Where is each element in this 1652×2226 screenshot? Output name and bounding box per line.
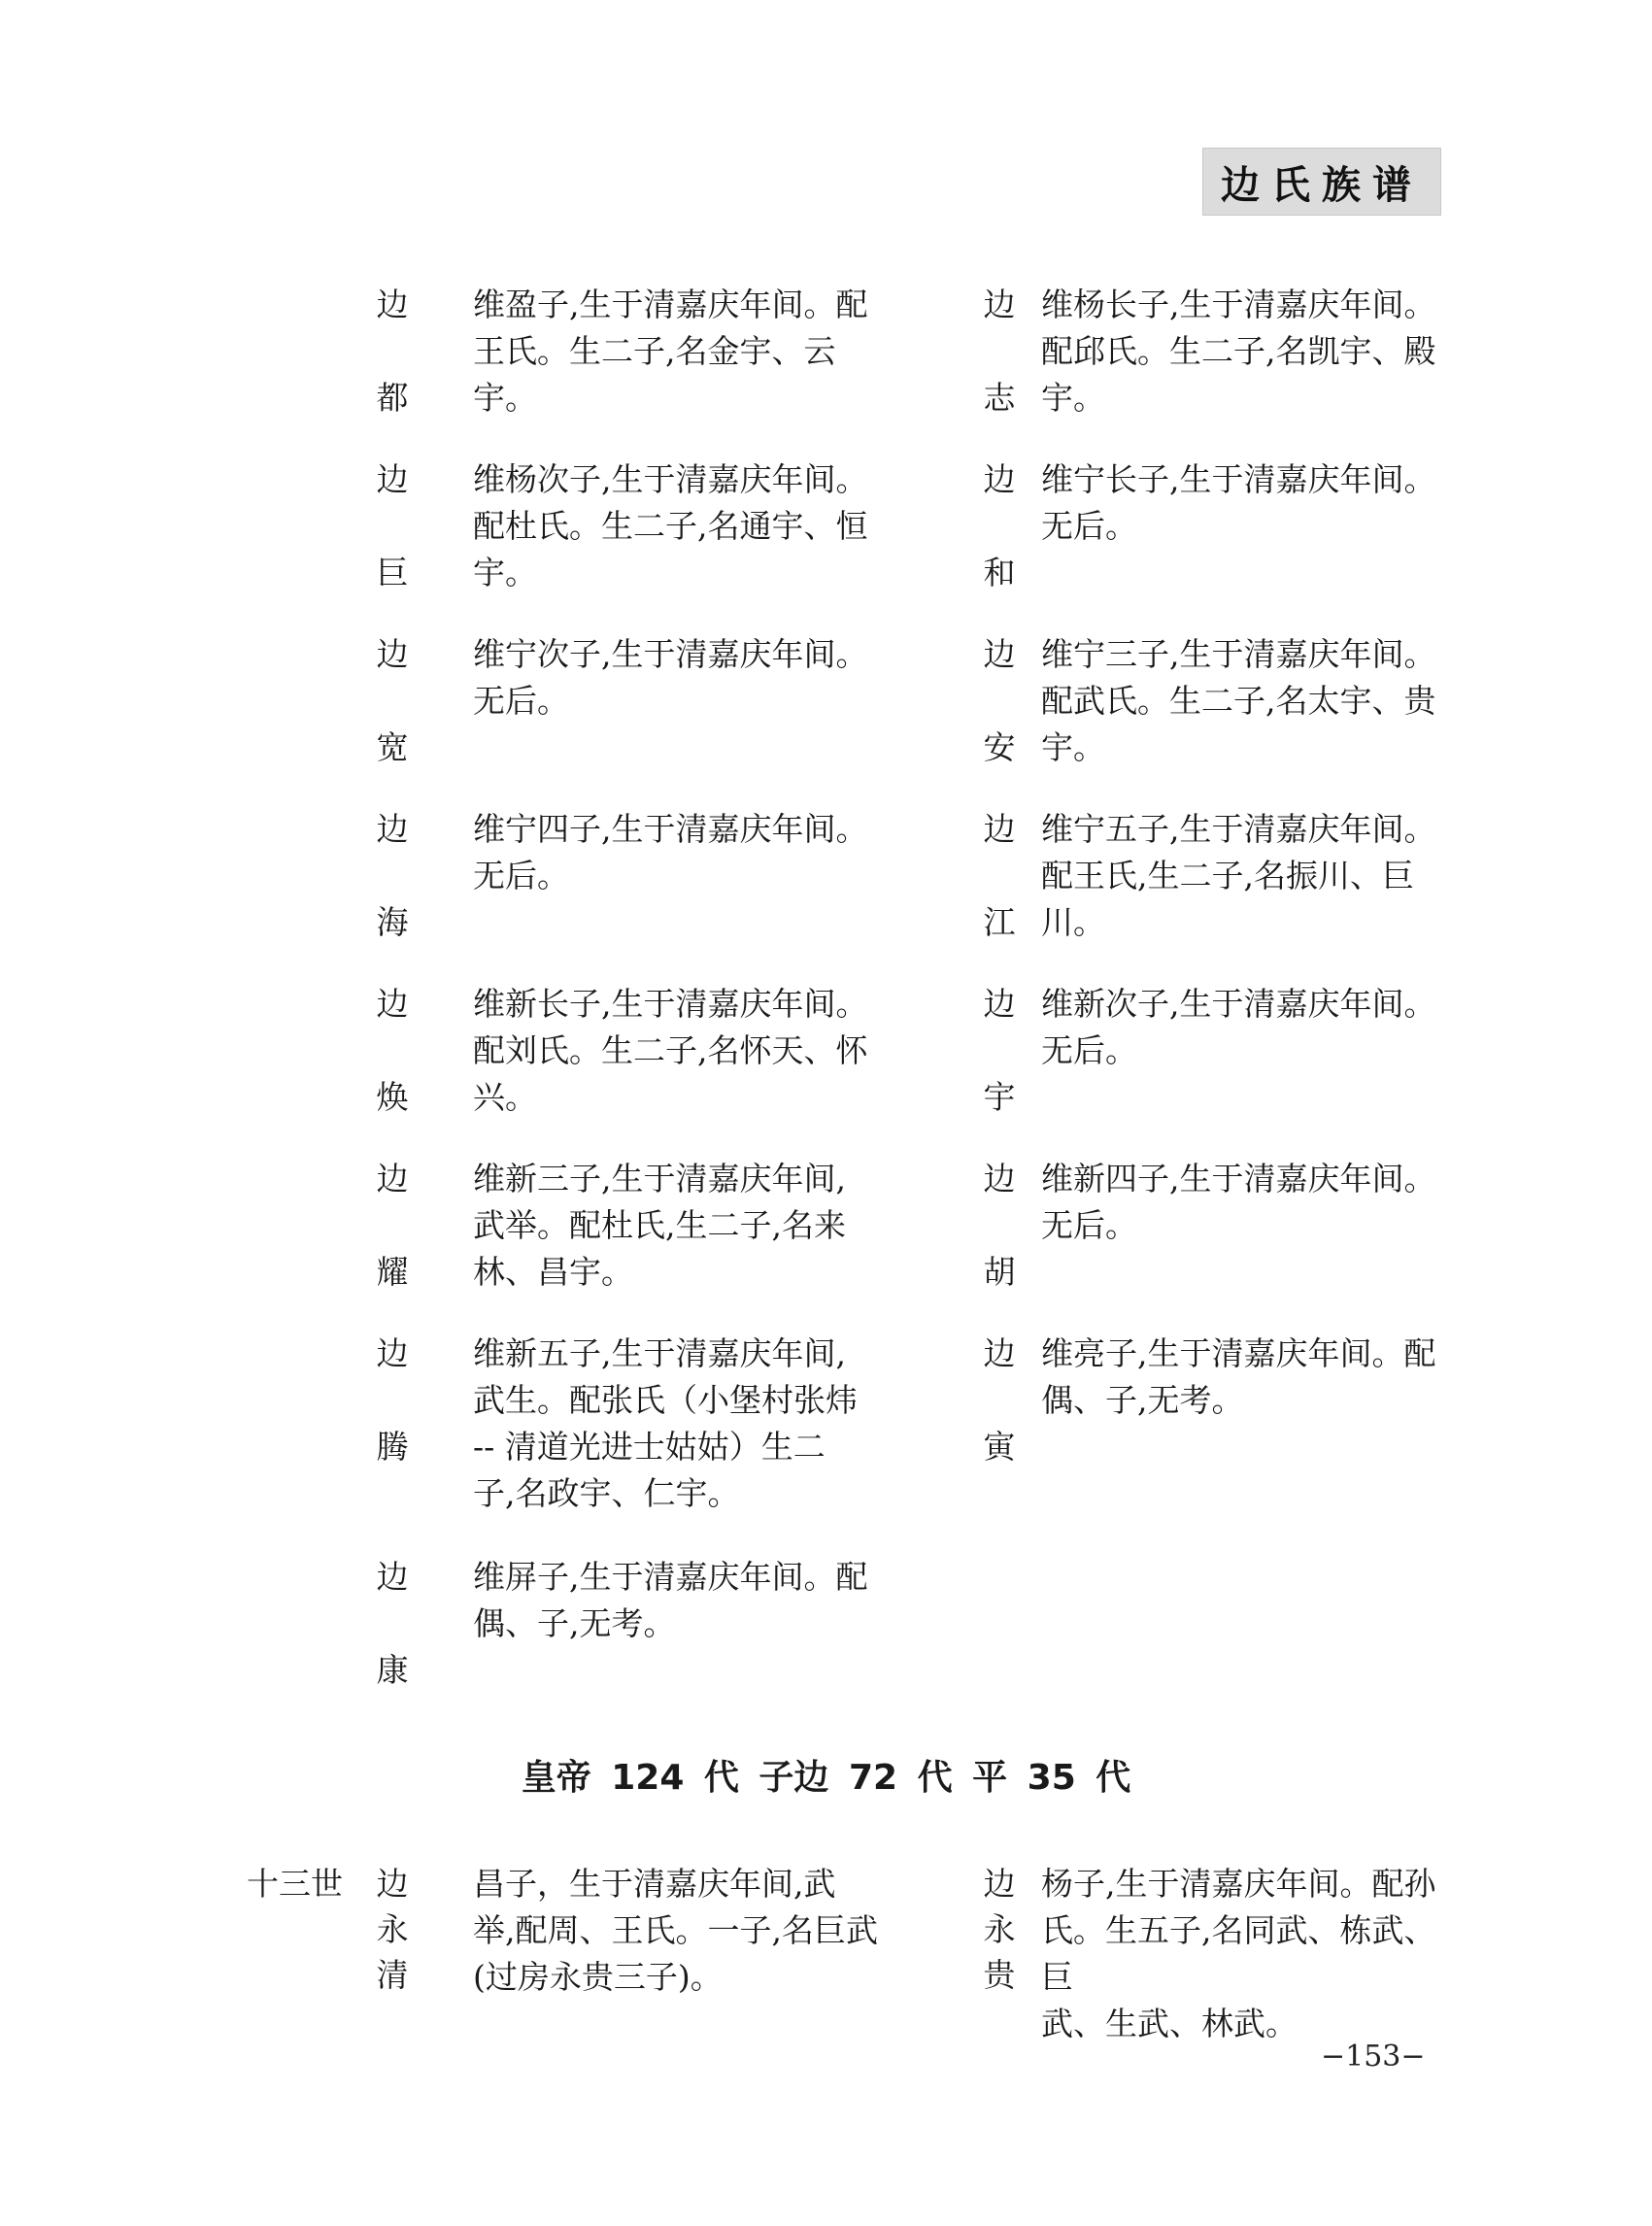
generation-label: 十三世 (247, 1865, 343, 1903)
entry-description: 维新三子,生于清嘉庆年间, 武举。配杜氏,生二子,名来 林、昌宇。 (473, 1160, 846, 1291)
entry-surname: 边 (983, 635, 1016, 673)
entry-surname: 边 (376, 1558, 409, 1596)
gen-right-name-char: 边 (983, 1865, 1016, 1903)
gen-right-name-char: 贵 (983, 1956, 1016, 1994)
entry-surname: 边 (376, 286, 409, 323)
entry-description: 维杨次子,生于清嘉庆年间。 配杜氏。生二子,名通宇、恒 宇。 (473, 460, 868, 591)
entry-given-name: 康 (376, 1651, 409, 1689)
entry-given-name: 胡 (983, 1253, 1016, 1291)
entry-given-name: 江 (983, 903, 1016, 941)
entry-surname: 边 (983, 1334, 1016, 1372)
entry-description: 维新四子,生于清嘉庆年间。 无后。 (1041, 1160, 1436, 1244)
entry-given-name: 耀 (376, 1253, 409, 1291)
entry-description: 维屏子,生于清嘉庆年间。配 偶、子,无考。 (473, 1558, 868, 1642)
entry-surname: 边 (983, 1160, 1016, 1197)
entry-given-name: 志 (983, 379, 1016, 417)
entry-description: 维新长子,生于清嘉庆年间。 配刘氏。生二子,名怀天、怀 兴。 (473, 985, 868, 1116)
gen-right-name-char: 永 (983, 1910, 1016, 1948)
entry-given-name: 焕 (376, 1078, 409, 1116)
entry-given-name: 寅 (983, 1428, 1016, 1466)
entry-description: 维宁四子,生于清嘉庆年间。 无后。 (473, 810, 868, 894)
generation-heading: 皇帝 124 代 子边 72 代 平 35 代 (521, 1758, 1131, 1798)
entry-surname: 边 (983, 985, 1016, 1023)
entry-description: 维宁五子,生于清嘉庆年间。 配王氏,生二子,名振川、巨 川。 (1041, 810, 1436, 941)
book-title-header: 边氏族谱 (1202, 148, 1441, 216)
entry-description: 维新次子,生于清嘉庆年间。 无后。 (1041, 985, 1436, 1069)
entry-description: 维盈子,生于清嘉庆年间。配 王氏。生二子,名金宇、云宇。 (473, 286, 868, 417)
entry-surname: 边 (376, 810, 409, 848)
entry-description: 维新五子,生于清嘉庆年间, 武生。配张氏（小堡村张炜 -- 清道光进士姑姑）生二 子,名政宇、仁宇。 (473, 1334, 858, 1512)
entry-description: 维杨长子,生于清嘉庆年间。 配邱氏。生二子,名凯宇、殿 宇。 (1041, 286, 1436, 417)
entry-surname: 边 (983, 460, 1016, 498)
entry-given-name: 安 (983, 728, 1016, 766)
entry-surname: 边 (376, 1160, 409, 1197)
entry-given-name: 腾 (376, 1428, 409, 1466)
entry-given-name: 宇 (983, 1078, 1016, 1116)
page-number: −153− (1321, 2040, 1426, 2074)
entry-given-name: 巨 (376, 554, 409, 591)
gen-left-name-char: 永 (376, 1910, 409, 1948)
gen-left-name-char: 边 (376, 1865, 409, 1903)
entry-surname: 边 (983, 286, 1016, 323)
entry-given-name: 宽 (376, 728, 409, 766)
gen-right-description: 杨子,生于清嘉庆年间。配孙 氏。生五子,名同武、栋武、巨 武、生武、林武。 (1041, 1865, 1436, 2042)
gen-left-description: 昌子，生于清嘉庆年间,武 举,配周、王氏。一子,名巨武 (过房永贵三子)。 (473, 1865, 878, 1996)
entry-given-name: 都 (376, 379, 409, 417)
entry-description: 维宁三子,生于清嘉庆年间。 配武氏。生二子,名太宇、贵 宇。 (1041, 635, 1436, 766)
entry-description: 维宁次子,生于清嘉庆年间。 无后。 (473, 635, 868, 720)
entry-description: 维亮子,生于清嘉庆年间。配 偶、子,无考。 (1041, 1334, 1436, 1419)
entry-surname: 边 (376, 985, 409, 1023)
entry-description: 维宁长子,生于清嘉庆年间。 无后。 (1041, 460, 1436, 545)
entry-surname: 边 (983, 810, 1016, 848)
entry-surname: 边 (376, 635, 409, 673)
entry-given-name: 海 (376, 903, 409, 941)
entry-given-name: 和 (983, 554, 1016, 591)
gen-left-name-char: 清 (376, 1956, 409, 1994)
entry-surname: 边 (376, 460, 409, 498)
entry-surname: 边 (376, 1334, 409, 1372)
